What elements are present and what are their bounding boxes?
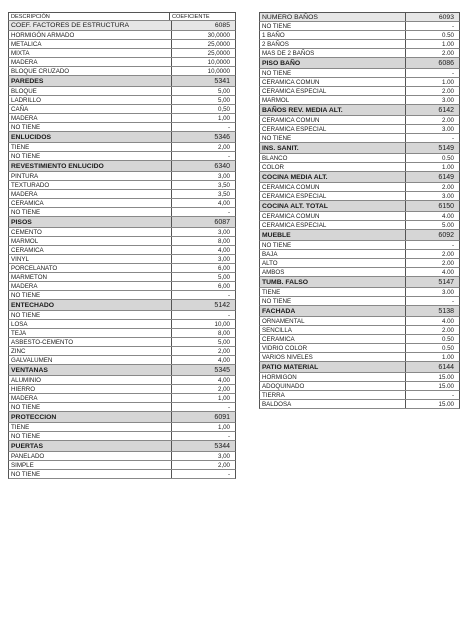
row-value: 15.00 <box>405 400 459 408</box>
row-value: 10,0000 <box>171 67 235 75</box>
section-row-enlucidos <box>8 132 236 143</box>
row-value: 6150 <box>405 201 459 211</box>
row-value: 8,00 <box>171 237 235 245</box>
section-row-cocina-alt-total <box>259 201 460 212</box>
row-value: 3.00 <box>405 192 459 200</box>
row-label: COEF. FACTORES DE ESTRUCTURA <box>11 22 130 29</box>
row-label: LOSA <box>11 321 28 328</box>
row-label: VARIOS NIVELES <box>262 354 313 361</box>
table-row-vinyl <box>8 255 236 264</box>
table-row-texturado <box>8 181 236 190</box>
section-row-revestimiento-enlucido <box>8 161 236 172</box>
row-label: DESCRIPCIÓN <box>11 14 50 20</box>
row-label: TIENE <box>11 144 30 151</box>
table-row-ceramica-comun <box>259 116 460 125</box>
table-row-alto <box>259 259 460 268</box>
row-label: FACHADA <box>262 308 296 315</box>
row-label: HORMIGON <box>262 374 297 381</box>
row-value: 1.00 <box>405 353 459 361</box>
table-row-madera <box>8 190 236 199</box>
row-label: MADERA <box>11 191 38 198</box>
row-value: 6340 <box>171 161 235 171</box>
table-row-adoquinado <box>259 382 460 391</box>
row-value: 3.00 <box>405 125 459 133</box>
row-label: PANELADO <box>11 453 45 460</box>
section-row-banos-rev-media-alt <box>259 105 460 116</box>
table-row-ceramica-especial <box>259 192 460 201</box>
row-label: GALVALUMEN <box>11 357 53 364</box>
row-label: MADERA <box>11 59 38 66</box>
row-value: 5138 <box>405 306 459 316</box>
row-label: NO TIENE <box>11 209 41 216</box>
row-label: MUEBLE <box>262 232 291 239</box>
row-label: CERAMICA <box>262 336 295 343</box>
table-row-color <box>259 163 460 172</box>
row-value: - <box>405 134 459 142</box>
row-value: 4.00 <box>405 268 459 276</box>
row-value: 4,00 <box>171 199 235 207</box>
row-label: MARMETON <box>11 274 47 281</box>
row-label: ADOQUINADO <box>262 383 305 390</box>
section-row-tumb-falso <box>259 277 460 288</box>
row-value: 3,50 <box>171 181 235 189</box>
row-value: 0.50 <box>405 335 459 343</box>
table-row-varios-niveles <box>259 353 460 362</box>
row-value: - <box>171 403 235 411</box>
row-value: 5341 <box>171 76 235 86</box>
row-value: - <box>171 208 235 216</box>
row-label: BALDOSA <box>262 401 292 408</box>
row-value: COEFICIENTE <box>169 13 235 20</box>
row-label: MARMOL <box>11 238 39 245</box>
row-label: BAJA <box>262 251 278 258</box>
table-row-no-tiene <box>8 403 236 412</box>
row-label: COCINA MEDIA ALT. <box>262 174 328 181</box>
table-row-tiene <box>8 143 236 152</box>
row-label: NO TIENE <box>11 471 41 478</box>
row-value: 2,00 <box>171 143 235 151</box>
row-label: PISOS <box>11 219 32 226</box>
row-label: VIDRIO COLOR <box>262 345 308 352</box>
table-row-marmol <box>8 237 236 246</box>
row-value: 15.00 <box>405 373 459 381</box>
table-row-ceramica-especial <box>259 125 460 134</box>
row-label: CERAMICA ESPECIAL <box>262 193 327 200</box>
table-row-galvalumen <box>8 356 236 365</box>
row-value: 25,0000 <box>171 40 235 48</box>
row-label: REVESTIMIENTO ENLUCIDO <box>11 163 104 170</box>
row-value: 4,00 <box>171 246 235 254</box>
row-label: TIENE <box>262 289 281 296</box>
row-value: 4,00 <box>171 376 235 384</box>
table-row-no-tiene <box>8 208 236 217</box>
table-row-no-tiene <box>8 152 236 161</box>
row-label: CAÑA <box>11 106 29 113</box>
table-row-ceramica <box>8 199 236 208</box>
row-label: MARMOL <box>262 97 290 104</box>
row-label: NO TIENE <box>262 70 292 77</box>
row-label: NO TIENE <box>11 312 41 319</box>
table-row-madera <box>8 58 236 67</box>
table-row-pintura <box>8 172 236 181</box>
row-value: 1.00 <box>405 40 459 48</box>
row-value: 4,00 <box>171 356 235 364</box>
section-row-entechado <box>8 300 236 311</box>
table-row-hierro <box>8 385 236 394</box>
section-row-pisos <box>8 217 236 228</box>
table-row-madera <box>8 282 236 291</box>
row-label: CERAMICA COMUN <box>262 184 320 191</box>
row-label: PROTECCION <box>11 414 57 421</box>
row-value: 2.00 <box>405 250 459 258</box>
row-label: TUMB. FALSO <box>262 279 309 286</box>
row-label: PATIO MATERIAL <box>262 364 319 371</box>
row-value: - <box>405 391 459 399</box>
table-row-porcelanato <box>8 264 236 273</box>
row-value: 2.00 <box>405 116 459 124</box>
row-value: 5147 <box>405 277 459 287</box>
row-value: 5149 <box>405 143 459 153</box>
row-value: 2.00 <box>405 87 459 95</box>
row-label: TEXTURADO <box>11 182 50 189</box>
table-row-ceramica-especial <box>259 221 460 230</box>
row-label: PUERTAS <box>11 443 43 450</box>
row-label: SIMPLE <box>11 462 34 469</box>
table-row-bloque-cruzado <box>8 67 236 76</box>
row-value: 25,0000 <box>171 49 235 57</box>
row-value: 3,00 <box>171 255 235 263</box>
row-label: TEJA <box>11 330 27 337</box>
table-row-panelado <box>8 452 236 461</box>
row-label: CERAMICA <box>11 247 44 254</box>
row-value: 6091 <box>171 412 235 422</box>
table-row-simple <box>8 461 236 470</box>
row-value: 1,00 <box>171 114 235 122</box>
row-value: 5,00 <box>171 96 235 104</box>
table-row-tiene <box>8 423 236 432</box>
table-row-1-bano <box>259 31 460 40</box>
table-row-hormigon-armado <box>8 31 236 40</box>
row-value: 15.00 <box>405 382 459 390</box>
row-value: 10,0000 <box>171 58 235 66</box>
table-row-baja <box>259 250 460 259</box>
row-value: 5,00 <box>171 273 235 281</box>
row-label: 1 BAÑO <box>262 32 285 39</box>
table-row-no-tiene <box>8 432 236 441</box>
table-row-zinc <box>8 347 236 356</box>
row-value: 5,00 <box>171 87 235 95</box>
row-value: 5344 <box>171 441 235 451</box>
row-label: CERAMICA ESPECIAL <box>262 88 327 95</box>
row-value: - <box>171 152 235 160</box>
row-label: NO TIENE <box>11 124 41 131</box>
table-row-no-tiene <box>259 22 460 31</box>
row-value: 2.00 <box>405 326 459 334</box>
table-row-no-tiene <box>259 241 460 250</box>
row-value: 2,00 <box>171 385 235 393</box>
table-row-ceramica <box>259 335 460 344</box>
row-value: 1.00 <box>405 163 459 171</box>
row-label: ASBESTO-CEMENTO <box>11 339 74 346</box>
row-label: HORMIGÓN ARMADO <box>11 32 75 39</box>
row-value: 3.00 <box>405 288 459 296</box>
row-value: 3,50 <box>171 190 235 198</box>
row-label: METALICA <box>11 41 42 48</box>
table-row-no-tiene <box>8 291 236 300</box>
row-value: 8,00 <box>171 329 235 337</box>
table-row-ceramica-especial <box>259 87 460 96</box>
row-label: ENLUCIDOS <box>11 134 52 141</box>
section-row-mueble <box>259 230 460 241</box>
row-value: 10,00 <box>171 320 235 328</box>
table-row-no-tiene <box>259 297 460 306</box>
row-value: 2.00 <box>405 49 459 57</box>
row-label: CERAMICA <box>11 200 44 207</box>
table-row-no-tiene <box>8 311 236 320</box>
row-label: NO TIENE <box>11 153 41 160</box>
section-row-proteccion <box>8 412 236 423</box>
row-label: VINYL <box>11 256 29 263</box>
table-row-no-tiene <box>8 470 236 479</box>
row-value: 3,00 <box>171 172 235 180</box>
section-row-paredes <box>8 76 236 87</box>
row-value: - <box>405 241 459 249</box>
row-label: ENTECHADO <box>11 302 55 309</box>
table-row-ladrillo <box>8 96 236 105</box>
row-value: - <box>405 297 459 305</box>
header-row-numero-banos <box>259 12 460 22</box>
table-row-hormigon <box>259 373 460 382</box>
table-row-marmeton <box>8 273 236 282</box>
row-label: NO TIENE <box>262 242 292 249</box>
table-row-vidrio-color <box>259 344 460 353</box>
row-label: HIERRO <box>11 386 36 393</box>
table-row-cemento <box>8 228 236 237</box>
row-label: TIENE <box>11 424 30 431</box>
row-value: - <box>171 432 235 440</box>
row-value: 6093 <box>405 13 459 21</box>
row-value: 3,00 <box>171 228 235 236</box>
row-value: 2,00 <box>171 461 235 469</box>
row-value: 5346 <box>171 132 235 142</box>
row-label: MIXTA <box>11 50 30 57</box>
row-label: NO TIENE <box>262 298 292 305</box>
row-label: NO TIENE <box>11 292 41 299</box>
table-row-2-banos <box>259 40 460 49</box>
row-value: 1.00 <box>405 78 459 86</box>
row-value: 3,00 <box>171 452 235 460</box>
row-label: NO TIENE <box>11 433 41 440</box>
colhead-row-descripcion <box>8 12 236 21</box>
section-row-ventanas <box>8 365 236 376</box>
row-value: 3.00 <box>405 96 459 104</box>
row-value: 4.00 <box>405 212 459 220</box>
row-value: 4.00 <box>405 317 459 325</box>
row-value: - <box>171 291 235 299</box>
row-value: 6142 <box>405 105 459 115</box>
table-row-blanco <box>259 154 460 163</box>
row-value: 5142 <box>171 300 235 310</box>
row-label: PAREDES <box>11 78 44 85</box>
header-row-coef-factores-de-estructura <box>8 21 236 31</box>
row-value: 1,00 <box>171 423 235 431</box>
section-row-cocina-media-alt <box>259 172 460 183</box>
table-row-ambos <box>259 268 460 277</box>
table-row-madera <box>8 394 236 403</box>
section-row-puertas <box>8 441 236 452</box>
row-label: NO TIENE <box>11 404 41 411</box>
table-row-tierra <box>259 391 460 400</box>
table-row-madera <box>8 114 236 123</box>
row-value: 6086 <box>405 58 459 68</box>
table-row-bloque <box>8 87 236 96</box>
table-row-no-tiene <box>8 123 236 132</box>
table-row-asbesto-cemento <box>8 338 236 347</box>
table-row-ceramica <box>8 246 236 255</box>
row-label: COLOR <box>262 164 285 171</box>
table-row-marmol <box>259 96 460 105</box>
row-value: 5345 <box>171 365 235 375</box>
row-value: 5,00 <box>171 338 235 346</box>
row-label: NO TIENE <box>262 23 292 30</box>
row-label: CEMENTO <box>11 229 42 236</box>
table-row-mixta <box>8 49 236 58</box>
row-value: 0.50 <box>405 344 459 352</box>
row-label: NUMERO BAÑOS <box>262 14 318 21</box>
row-label: LADRILLO <box>11 97 41 104</box>
row-value: - <box>405 22 459 30</box>
row-value: - <box>171 123 235 131</box>
table-row-ornamental <box>259 317 460 326</box>
coefficient-table-right <box>259 12 460 409</box>
table-row-baldosa <box>259 400 460 409</box>
row-label: COCINA ALT. TOTAL <box>262 203 328 210</box>
row-label: TIERRA <box>262 392 285 399</box>
row-label: CERAMICA COMUN <box>262 213 320 220</box>
row-label: PORCELANATO <box>11 265 58 272</box>
row-value: 6085 <box>171 21 235 30</box>
table-row-metalica <box>8 40 236 49</box>
table-row-cana <box>8 105 236 114</box>
row-label: ZINC <box>11 348 26 355</box>
row-label: PINTURA <box>11 173 39 180</box>
row-label: NO TIENE <box>262 135 292 142</box>
section-row-piso-bano <box>259 58 460 69</box>
section-row-ins-sanit <box>259 143 460 154</box>
row-label: VENTANAS <box>11 367 48 374</box>
row-value: 2.00 <box>405 183 459 191</box>
row-label: ORNAMENTAL <box>262 318 305 325</box>
row-value: 6092 <box>405 230 459 240</box>
row-value: - <box>405 69 459 77</box>
section-row-fachada <box>259 306 460 317</box>
row-label: MAS DE 2 BAÑOS <box>262 50 315 57</box>
row-value: - <box>171 470 235 478</box>
row-value: 5.00 <box>405 221 459 229</box>
section-row-patio-material <box>259 362 460 373</box>
table-row-teja <box>8 329 236 338</box>
row-label: SENCILLA <box>262 327 292 334</box>
row-label: MADERA <box>11 283 38 290</box>
table-row-aluminio <box>8 376 236 385</box>
table-row-no-tiene <box>259 134 460 143</box>
row-value: 0.50 <box>405 31 459 39</box>
row-label: CERAMICA COMUN <box>262 79 320 86</box>
row-label: ALUMINIO <box>11 377 41 384</box>
table-row-ceramica-comun <box>259 78 460 87</box>
table-row-losa <box>8 320 236 329</box>
row-label: MADERA <box>11 115 38 122</box>
row-value: 30,0000 <box>171 31 235 39</box>
row-label: BLOQUE CRUZADO <box>11 68 70 75</box>
coefficient-table-left <box>8 12 236 479</box>
row-value: 6149 <box>405 172 459 182</box>
row-value: 6144 <box>405 362 459 372</box>
table-row-no-tiene <box>259 69 460 78</box>
row-value: - <box>171 311 235 319</box>
row-label: CERAMICA ESPECIAL <box>262 126 327 133</box>
row-label: BAÑOS REV. MEDIA ALT. <box>262 107 343 114</box>
row-label: BLOQUE <box>11 88 37 95</box>
row-value: 6087 <box>171 217 235 227</box>
row-label: CERAMICA ESPECIAL <box>262 222 327 229</box>
table-row-ceramica-comun <box>259 212 460 221</box>
row-label: ALTO <box>262 260 278 267</box>
table-row-mas-de-2-banos <box>259 49 460 58</box>
row-value: 6,00 <box>171 282 235 290</box>
row-label: MADERA <box>11 395 38 402</box>
row-value: 1,00 <box>171 394 235 402</box>
row-label: BLANCO <box>262 155 288 162</box>
table-row-tiene <box>259 288 460 297</box>
row-label: CERAMICA COMUN <box>262 117 320 124</box>
row-value: 2,00 <box>171 347 235 355</box>
row-value: 0.50 <box>405 154 459 162</box>
row-value: 0,50 <box>171 105 235 113</box>
table-row-ceramica-comun <box>259 183 460 192</box>
row-value: 2.00 <box>405 259 459 267</box>
row-label: AMBOS <box>262 269 285 276</box>
row-label: INS. SANIT. <box>262 145 299 152</box>
row-value: 6,00 <box>171 264 235 272</box>
row-label: 2 BAÑOS <box>262 41 289 48</box>
row-label: PISO BAÑO <box>262 60 301 67</box>
table-row-sencilla <box>259 326 460 335</box>
